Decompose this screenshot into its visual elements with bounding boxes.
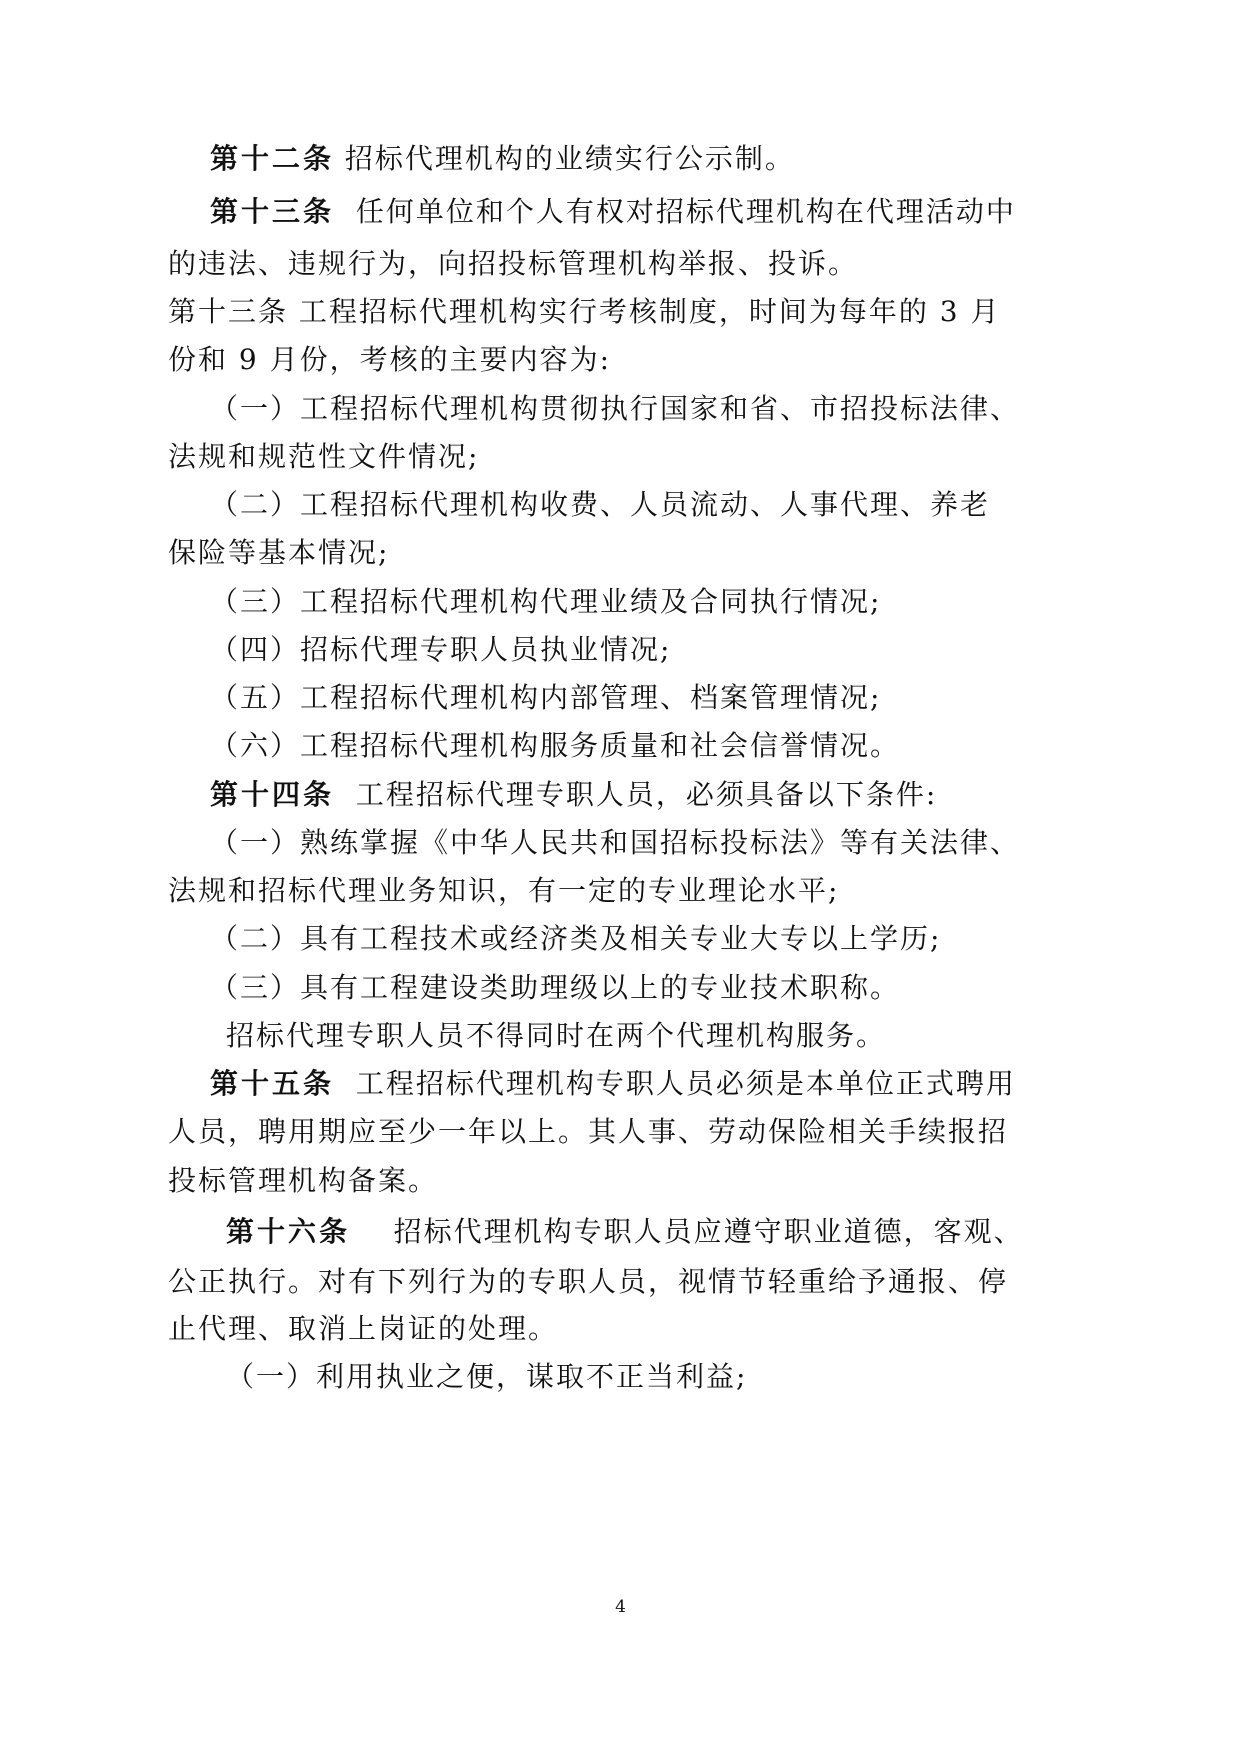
list-item-line: （一）利用执业之便，谋取不正当利益; (226, 1360, 748, 1393)
list-item-line: （二）工程招标代理机构收费、人员流动、人事代理、养老 (210, 488, 991, 521)
paragraph-line: 法规和招标代理业务知识，有一定的专业理论水平; (168, 874, 840, 907)
paragraph-line: 投标管理机构备案。 (168, 1164, 439, 1197)
paragraph-line: 份和 9 月份，考核的主要内容为: (168, 343, 612, 376)
article-15-line (210, 1064, 1016, 1104)
paragraph-text: 任何单位和个人有权对招标代理机构在代理活动中 (355, 195, 1016, 228)
paragraph-text: 招标代理机构的业绩实行公示制。 (344, 142, 795, 175)
paragraph-line: 人员，聘用期应至少一年以上。其人事、劳动保险相关手续报招 (168, 1115, 1009, 1148)
article-16-line (226, 1212, 1024, 1252)
paragraph-text: 招标代理机构专职人员应遵守职业道德，客观、 (393, 1215, 1024, 1248)
article-12-line (210, 139, 795, 179)
paragraph-text: 工程招标代理专职人员，必须具备以下条件: (355, 778, 938, 811)
paragraph-line: 的违法、违规行为，向招投标管理机构举报、投诉。 (168, 247, 859, 280)
page-number: 4 (615, 1597, 626, 1617)
paragraph-text: 工程招标代理机构专职人员必须是本单位正式聘用 (355, 1067, 1016, 1100)
paragraph-line: 止代理、取消上岗证的处理。 (168, 1312, 559, 1345)
list-item-line: （三）工程招标代理机构代理业绩及合同执行情况; (210, 585, 882, 618)
list-item-line: （三）具有工程建设类助理级以上的专业技术职称。 (210, 971, 901, 1004)
article-heading: 第十三条 (210, 195, 335, 228)
list-item-line: （五）工程招标代理机构内部管理、档案管理情况; (210, 681, 882, 714)
article-heading: 第十六条 (226, 1215, 351, 1248)
article-heading: 第十四条 (210, 778, 335, 811)
paragraph-line: 招标代理专职人员不得同时在两个代理机构服务。 (226, 1019, 887, 1052)
list-item-line: （四）招标代理专职人员执业情况; (210, 633, 672, 666)
list-item-line: （一）工程招标代理机构贯彻执行国家和省、市招投标法律、 (210, 392, 1021, 425)
list-item-line: （一）熟练掌握《中华人民共和国招标投标法》等有关法律、 (210, 826, 1021, 859)
paragraph-line: 第十三条 工程招标代理机构实行考核制度，时间为每年的 3 月 (168, 295, 1001, 328)
article-13-line (210, 192, 1016, 232)
article-heading: 第十五条 (210, 1067, 335, 1100)
article-heading: 第十二条 (210, 142, 335, 175)
list-item-line: （二）具有工程技术或经济类及相关专业大专以上学历; (210, 922, 942, 955)
article-14-line (210, 775, 937, 815)
paragraph-line: 法规和规范性文件情况; (168, 440, 480, 473)
list-item-line: （六）工程招标代理机构服务质量和社会信誉情况。 (210, 729, 901, 762)
paragraph-line: 公正执行。对有下列行为的专职人员，视情节轻重给予通报、停 (168, 1265, 1009, 1298)
paragraph-line: 保险等基本情况; (168, 536, 390, 569)
